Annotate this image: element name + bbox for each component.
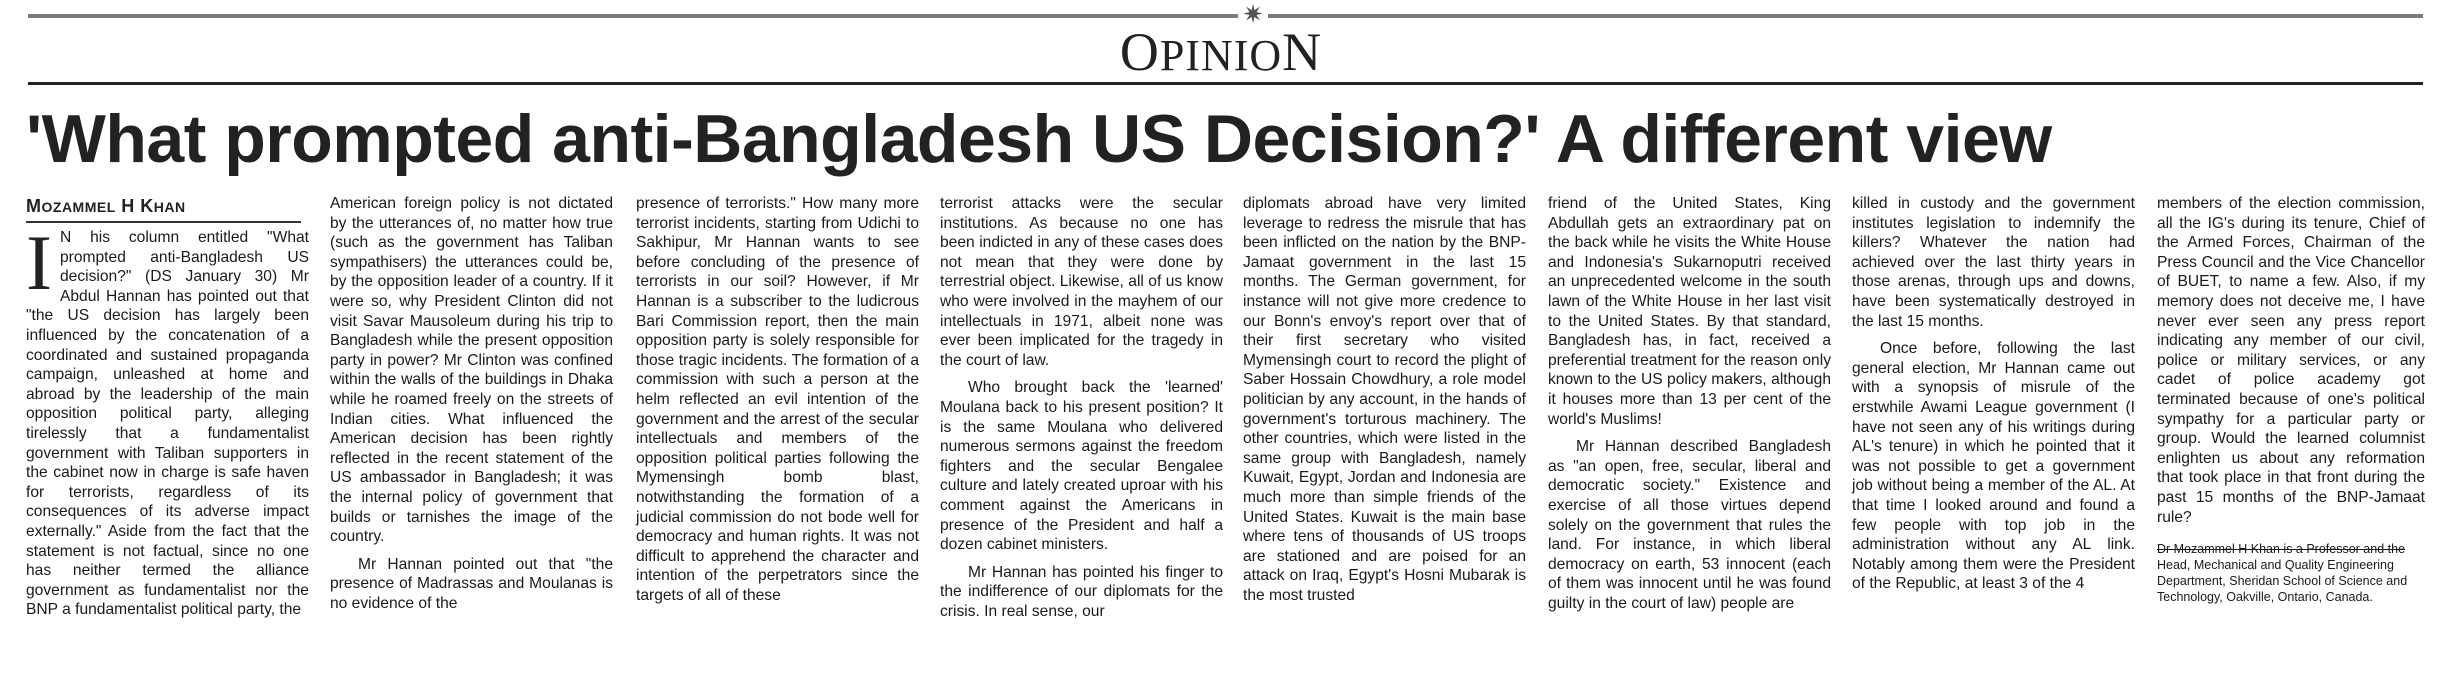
star-ornament-icon: ✷ [1238,0,1268,30]
article-column-7 [1852,194,2135,594]
top-rule [28,14,2423,18]
paragraph: American foreign policy is not dictated by the utterances of, no matter how true (such as the government has Taliban sympathisers) the utterances could be, by the opposition leader of a country. If it were so, why President Clinton did not visit Savar Mausoleum during his trip to Bangladesh while the present opposition party in power? Mr Clinton was confined within the walls of the buildings in Dhaka while he roamed freely on the streets of Indian cities. What influenced the American decision has been rightly reflected in the recent statement of the US ambassador in Bangladesh; it was the internal policy of government that builds or tarnishes the image of the country. [330,195,613,546]
paragraph: diplomats abroad have very limited leverage to redress the misrule that has been inflicted on the nation by the BNP-Jamaat government in the last 15 months. The German government, for instance will not give more credence to our Bonn's envoy's report over that of their first secretary who visited Mymensingh court to record the plight of Saber Hossain Chowdhury, a role model politician by any account, in the hands of government's torturous machinery. The other countries, which were listed in the same group with Bangladesh, namely Kuwait, Egypt, Jordan and Indonesia are much more than simple friends of the United States. Kuwait is the main base where tens of thousands of US troops are stationed and are poised for an attack on Iraq, Egypt's Hosni Mubarak is the most trusted [1243,195,1526,604]
paragraph: terrorist attacks were the secular institutions. As because no one has been indicted in any of these cases does not mean that they were done by terrestrial object. Likewise, all of us know who were involved in the mayhem of our intellectuals in 1971, albeit none was ever been implicated for the tragedy in the court of law. [940,195,1223,369]
paragraph: friend of the United States, King Abdullah gets an extraordinary pat on the back while he visits the White House and Indonesia's Sukarnoputri received an unprecedented welcome in the south lawn of the White House in her last visit to the United States. By that standard, Bangladesh has, in fact, received a preferential treatment for the reason only known to the US policy makers, although it houses more than 13 per cent of the world's Muslims! [1548,195,1831,428]
paragraph: Mr Hannan has pointed his finger to the indifference of our diplomats for the crisis. In real sense, our [940,563,1223,620]
article-column-1 [26,219,309,620]
byline: MOZAMMEL H KHAN [26,194,301,223]
article-column-5 [1243,194,1526,605]
article-column-4 [940,194,1223,621]
paragraph: Mr Hannan pointed out that "the presence of Madrassas and Moulanas is no evidence of the [330,555,613,612]
paragraph: presence of terrorists." How many more terrorist incidents, starting from Udichi to Sakhipur, Mr Hannan wants to see before concluding of the presence of terrorists in our soil? However, if Mr Hannan is a subscriber to the ludicrous Bari Commission report, then the main opposition party is solely responsible for those tragic incidents. The formation of a commission with such a person at the helm reflected an evil intention of the government and the arrest of the secular intellectuals and members of the opposition political parties following the Mymensingh bomb blast, notwithstanding the formation of a judicial commission do not bode well for democracy and human rights. It was not difficult to apprehend the character and intention of the perpetrators since the targets of all of these [636,195,919,604]
paragraph: Once before, following the last general election, Mr Hannan came out with a synopsis of misrule of the erstwhile Awami League government (I have not seen any of his writings during AL's tenure) in which he pointed that it was not possible to get a government job without being a member of the AL. At that time I looked around and found a few people with top job in the administration without any AL link. Notably among them were the President of the Republic, at least 3 of the 4 [1852,340,2135,593]
article-column-8 [2157,194,2425,605]
paragraph: Who brought back the 'learned' Moulana back to his present position? It is the same Moulana who delivered numerous sermons against the freedom fighters and the secular Bengalee culture and lately created uproar with his comment against the Americans in presence of the President and half a dozen cabinet ministers. [940,379,1223,554]
article-column-2 [330,194,613,613]
drop-cap: I [26,219,52,306]
paragraph: Mr Hannan described Bangladesh as "an open, free, secular, liberal and democratic society." Existence and exercise of all those virtues depend solely on the government that rules the land. For instance, in which liberal democracy on earth, 53 innocent (each of them was innocent until he was found guilty in the court of law) people are [1548,438,1831,612]
paragraph: members of the election commission, all the IG's during its tenure, Chief of the Armed Forces, Chairman of the Press Council and the Vice Chancellor of BUET, to name a few. Also, if my memory does not deceive me, I have never ever seen any press report indicating any member of our civil, police or military services, or any cadet of police academy got terminated because of one's political sympathy for a particular party or group. Would the learned columnist enlighten us about any reformation that took place in that front during the past 15 months of the BNP-Jamaat rule? [2157,195,2425,526]
paragraph: killed in custody and the government institutes legislation to indemnify the killers? Whatever the nation had achieved over the last thirty years in those arenas, through ups and downs, have been systematically destroyed in the last 15 months. [1852,195,2135,330]
headline: 'What prompted anti-Bangladesh US Decision?' A different view [26,101,2052,177]
article-column-6 [1548,194,1831,613]
section-title: OPINION [1119,22,1323,82]
paragraph: I N his column entitled "What prompted anti-Bangladesh US decision?" (DS January 30) Mr Abdul Hannan has pointed out that "the US decision has largely been influenced by the concatenation of a coordinated and sustained propaganda campaign, unleashed at home and abroad by the leadership of the main opposition political party, alleging tirelessly that a fundamentalist government with Taliban supporters in the cabinet now in charge is safe haven for terrorists, regardless of its consequences of its adverse impact externally." Aside from the fact that the statement is not factual, since no one has neither termed the alliance government as fundamentalist nor the BNP a fundamentalist political party, the [26,219,309,619]
section-rule [28,82,2423,85]
author-note: Dr Mozammel H Khan is a Professor and the Head, Mechanical and Quality Engineering Department, Sheridan School of Science and Technology, Oakville, Ontario, Canada. [2157,542,2408,605]
article-column-3 [636,194,919,605]
